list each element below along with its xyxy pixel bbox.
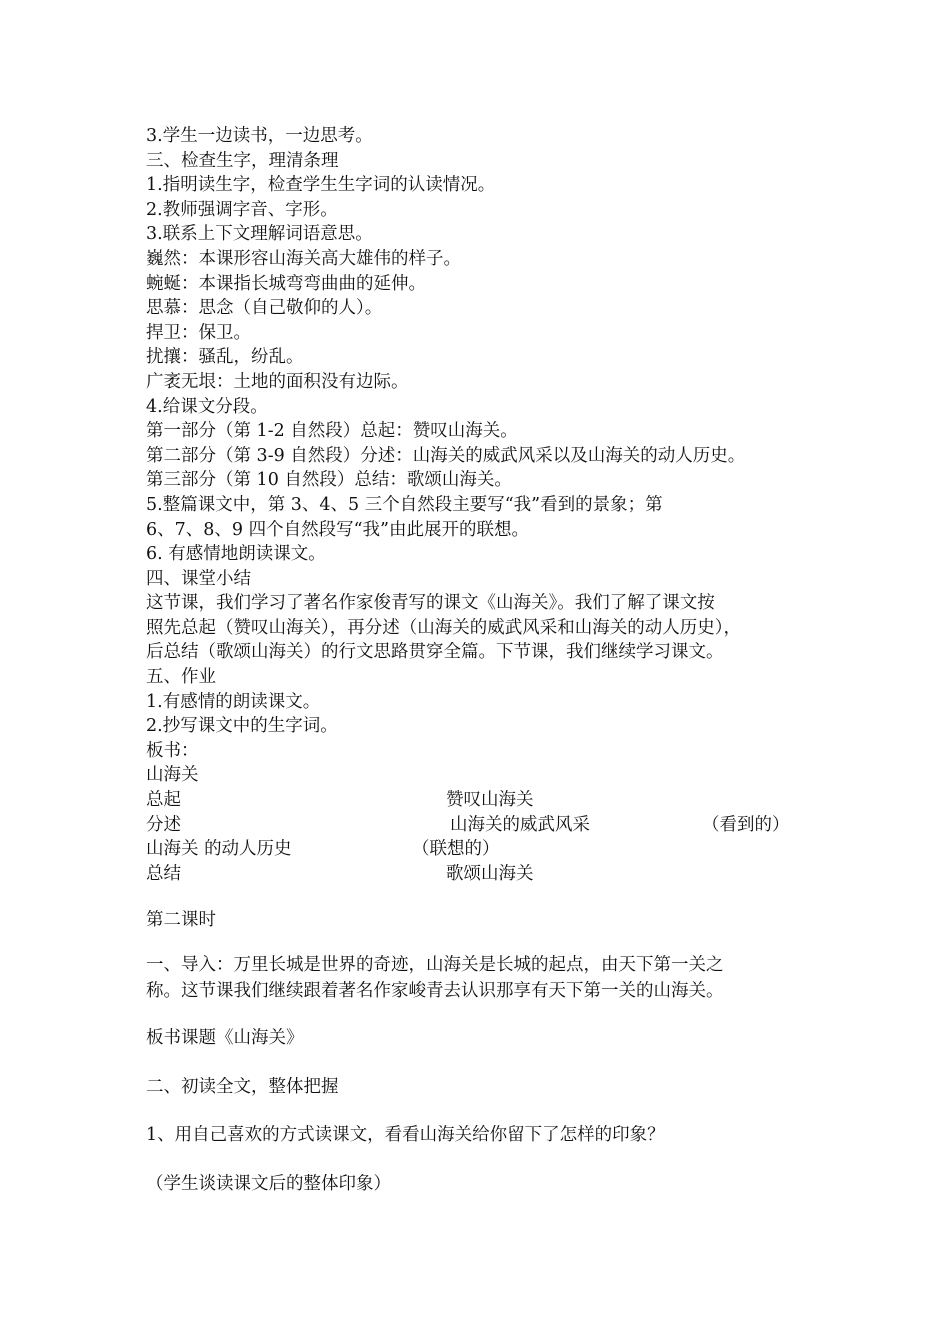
summary-line: 照先总起（赞叹山海关），再分述（山海关的威武风采和山海关的动人历史）， (146, 617, 741, 638)
blackboard-outline (146, 788, 846, 886)
text-line: 第三部分（第 10 自然段）总结：歌颂山海关。 (146, 470, 512, 491)
homework-item: 1.有感情的朗读课文。 (146, 691, 321, 712)
vocab-line: 巍然：本课形容山海关高大雄伟的样子。 (146, 248, 461, 269)
board-row-value: 赞叹山海关 (446, 790, 534, 811)
text-line: 6. 有感情地朗读课文。 (146, 544, 326, 565)
board-label: 板书： (146, 740, 199, 761)
vocab-line: 思慕：思念（自己敬仰的人）。 (146, 298, 383, 319)
homework-item: 2.抄写课文中的生字词。 (146, 716, 338, 737)
intro-line: 一、导入：万里长城是世界的奇迹，山海关是长城的起点，由天下第一关之 (146, 955, 724, 975)
board-row-label: 总起 (146, 790, 181, 811)
vocab-line: 蜿蜒：本课指长城弯弯曲曲的延伸。 (146, 273, 426, 294)
spacer (146, 1148, 846, 1172)
text-line: 1.指明读生字，检查学生生字词的认读情况。 (146, 175, 496, 196)
text-line: 2.教师强调字音、字形。 (146, 199, 338, 220)
vocab-line: 扰攘：骚乱，纷乱。 (146, 347, 304, 368)
board-row-value: 歌颂山海关 (446, 863, 534, 884)
section-heading: 五、作业 (146, 667, 216, 688)
text-line: 3.学生一边读书，一边思考。 (146, 126, 373, 146)
board-row-history (146, 837, 846, 862)
text-line: 4.给课文分段。 (146, 396, 268, 417)
text-line: 3.联系上下文理解词语意思。 (146, 224, 373, 245)
section-heading: 三、检查生字，理清条理 (146, 150, 339, 171)
text-line: 5.整篇课文中，第 3、4、5 三个自然段主要写“我”看到的景象；第 (146, 494, 663, 515)
summary-line: 后总结（歌颂山海关）的行文思路贯穿全篇。下节课，我们继续学习课文。 (146, 642, 724, 663)
board-row-note: （看到的） (702, 814, 790, 835)
intro-line: 称。这节课我们继续跟着著名作家峻青去认识那享有天下第一关的山海关。 (146, 980, 724, 1001)
lesson-heading: 第二课时 (146, 910, 216, 931)
summary-line: 这节课，我们学习了著名作家俊青写的课文《山海关》。我们了解了课文按 (146, 593, 715, 614)
board-row-label: 山海关 的动人历史 (146, 839, 292, 860)
section-heading: 二、初读全文，整体把握 (146, 1076, 339, 1097)
spacer (146, 1051, 846, 1075)
vocab-line: 捍卫：保卫。 (146, 322, 251, 343)
student-note: （学生谈读课文后的整体印象） (146, 1173, 391, 1194)
question-line: 1、用自己喜欢的方式读课文，看看山海关给你留下了怎样的印象？ (146, 1125, 665, 1146)
board-title: 山海关 (146, 765, 199, 786)
board-row-label: 总结 (146, 863, 181, 884)
board-row-note: （联想的） (412, 839, 500, 860)
text-line: 第二部分（第 3-9 自然段）分述：山海关的威武风采以及山海关的动人历史。 (146, 445, 746, 466)
board-row-value: 山海关的威武风采 (450, 814, 590, 835)
section-heading: 四、课堂小结 (146, 568, 251, 589)
text-line: 第一部分（第 1-2 自然段）总起：赞叹山海关。 (146, 421, 518, 442)
document-page (146, 124, 846, 1196)
board-row-detail (146, 813, 846, 838)
board-row-conclusion (146, 862, 846, 887)
lesson-one-text (146, 124, 846, 788)
board-row-label: 分述 (146, 814, 181, 835)
spacer (146, 933, 846, 953)
spacer (146, 1099, 846, 1123)
vocab-line: 广袤无垠：土地的面积没有边际。 (146, 371, 409, 392)
text-line: 6、7、8、9 四个自然段写“我”由此展开的联想。 (146, 519, 529, 540)
spacer (146, 886, 846, 908)
board-row-general (146, 788, 846, 813)
board-topic: 板书课题《山海关》 (146, 1028, 304, 1048)
spacer (146, 1004, 846, 1026)
